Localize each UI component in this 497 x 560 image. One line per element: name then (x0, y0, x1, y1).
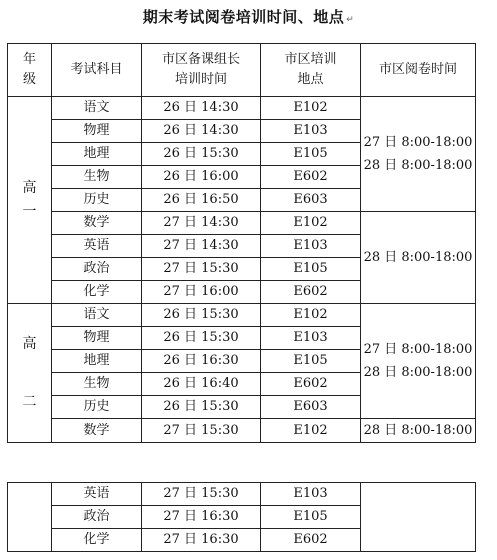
table-row (8, 483, 476, 506)
time-cell: 26 日 15:30 (142, 396, 261, 419)
grade-cell-g1 (8, 97, 52, 304)
time-cell: 26 日 15:30 (142, 327, 261, 350)
subject-cell: 历史 (52, 396, 142, 419)
header-grade (8, 44, 52, 97)
subject-cell: 政治 (52, 258, 142, 281)
place-cell: E105 (261, 143, 361, 166)
reading-time-cell: 28 日 8:00-18:00 (361, 419, 476, 443)
reading-time-line: 27 日 8:00-18:00 (363, 342, 473, 357)
page-title (0, 6, 497, 27)
page-title-text: 期末考试阅卷培训时间、地点 (142, 8, 345, 26)
time-cell: 27 日 16:00 (142, 281, 261, 304)
table-row (8, 97, 476, 120)
time-cell: 26 日 16:50 (142, 189, 261, 212)
schedule-table-continued (7, 482, 476, 552)
header-prep-time-line1: 市区备课组长 (161, 52, 240, 67)
time-cell: 27 日 16:30 (142, 529, 261, 552)
time-cell: 26 日 15:30 (142, 143, 261, 166)
time-cell: 27 日 15:30 (142, 258, 261, 281)
header-prep-time (142, 44, 261, 97)
place-cell: E103 (261, 327, 361, 350)
place-cell: E103 (261, 235, 361, 258)
place-cell: E105 (261, 350, 361, 373)
grade-char: 高 (22, 180, 37, 196)
schedule-table (7, 43, 476, 443)
subject-cell: 物理 (52, 327, 142, 350)
time-cell: 27 日 16:30 (142, 506, 261, 529)
grade-cell-g2-continued (8, 483, 52, 552)
place-cell: E102 (261, 419, 361, 443)
place-cell: E603 (261, 396, 361, 419)
place-cell: E105 (261, 506, 361, 529)
header-grade-line1: 年 (22, 52, 36, 67)
place-cell: E102 (261, 97, 361, 120)
time-cell: 26 日 15:30 (142, 304, 261, 327)
header-place-line2: 地点 (297, 72, 324, 87)
header-place-line1: 市区培训 (284, 52, 337, 67)
place-cell: E102 (261, 212, 361, 235)
reading-time-cell (361, 304, 476, 419)
reading-time-cell: 28 日 8:00-18:00 (361, 212, 476, 304)
subject-cell: 历史 (52, 189, 142, 212)
place-cell: E103 (261, 120, 361, 143)
time-cell: 26 日 16:00 (142, 166, 261, 189)
time-cell: 27 日 14:30 (142, 235, 261, 258)
table-row (8, 304, 476, 327)
subject-cell: 数学 (52, 419, 142, 443)
place-cell: E602 (261, 529, 361, 552)
subject-cell: 物理 (52, 120, 142, 143)
grade-char: 高 (22, 336, 37, 352)
reading-time-line: 28 日 8:00-18:00 (363, 158, 473, 173)
place-cell: E602 (261, 373, 361, 396)
subject-cell: 化学 (52, 529, 142, 552)
grade-cell-g2 (8, 304, 52, 443)
subject-cell: 地理 (52, 143, 142, 166)
header-grade-line2: 级 (22, 72, 36, 87)
reading-time-line: 28 日 8:00-18:00 (363, 365, 473, 380)
header-subject: 考试科目 (52, 44, 142, 97)
place-cell: E103 (261, 483, 361, 506)
subject-cell: 地理 (52, 350, 142, 373)
reading-time-line: 27 日 8:00-18:00 (363, 135, 473, 150)
subject-cell: 生物 (52, 373, 142, 396)
place-cell: E602 (261, 281, 361, 304)
subject-cell: 英语 (52, 483, 142, 506)
place-cell: E105 (261, 258, 361, 281)
subject-cell: 数学 (52, 212, 142, 235)
reading-time-cell (361, 483, 476, 552)
time-cell: 27 日 14:30 (142, 212, 261, 235)
grade-char: 一 (22, 204, 37, 220)
time-cell: 26 日 14:30 (142, 120, 261, 143)
header-row (8, 44, 476, 97)
subject-cell: 语文 (52, 304, 142, 327)
subject-cell: 英语 (52, 235, 142, 258)
time-cell: 26 日 14:30 (142, 97, 261, 120)
place-cell: E602 (261, 166, 361, 189)
table-row (8, 419, 476, 443)
paragraph-mark-icon: ↵ (346, 15, 355, 25)
table-row (8, 212, 476, 235)
subject-cell: 政治 (52, 506, 142, 529)
time-cell: 27 日 15:30 (142, 419, 261, 443)
reading-time-cell (361, 97, 476, 212)
header-place (261, 44, 361, 97)
time-cell: 26 日 16:30 (142, 350, 261, 373)
grade-char: 二 (22, 394, 37, 410)
place-cell: E603 (261, 189, 361, 212)
place-cell: E102 (261, 304, 361, 327)
header-prep-time-line2: 培训时间 (174, 72, 227, 87)
subject-cell: 化学 (52, 281, 142, 304)
header-reading-time: 市区阅卷时间 (361, 44, 476, 97)
time-cell: 26 日 16:40 (142, 373, 261, 396)
subject-cell: 生物 (52, 166, 142, 189)
subject-cell: 语文 (52, 97, 142, 120)
time-cell: 27 日 15:30 (142, 483, 261, 506)
